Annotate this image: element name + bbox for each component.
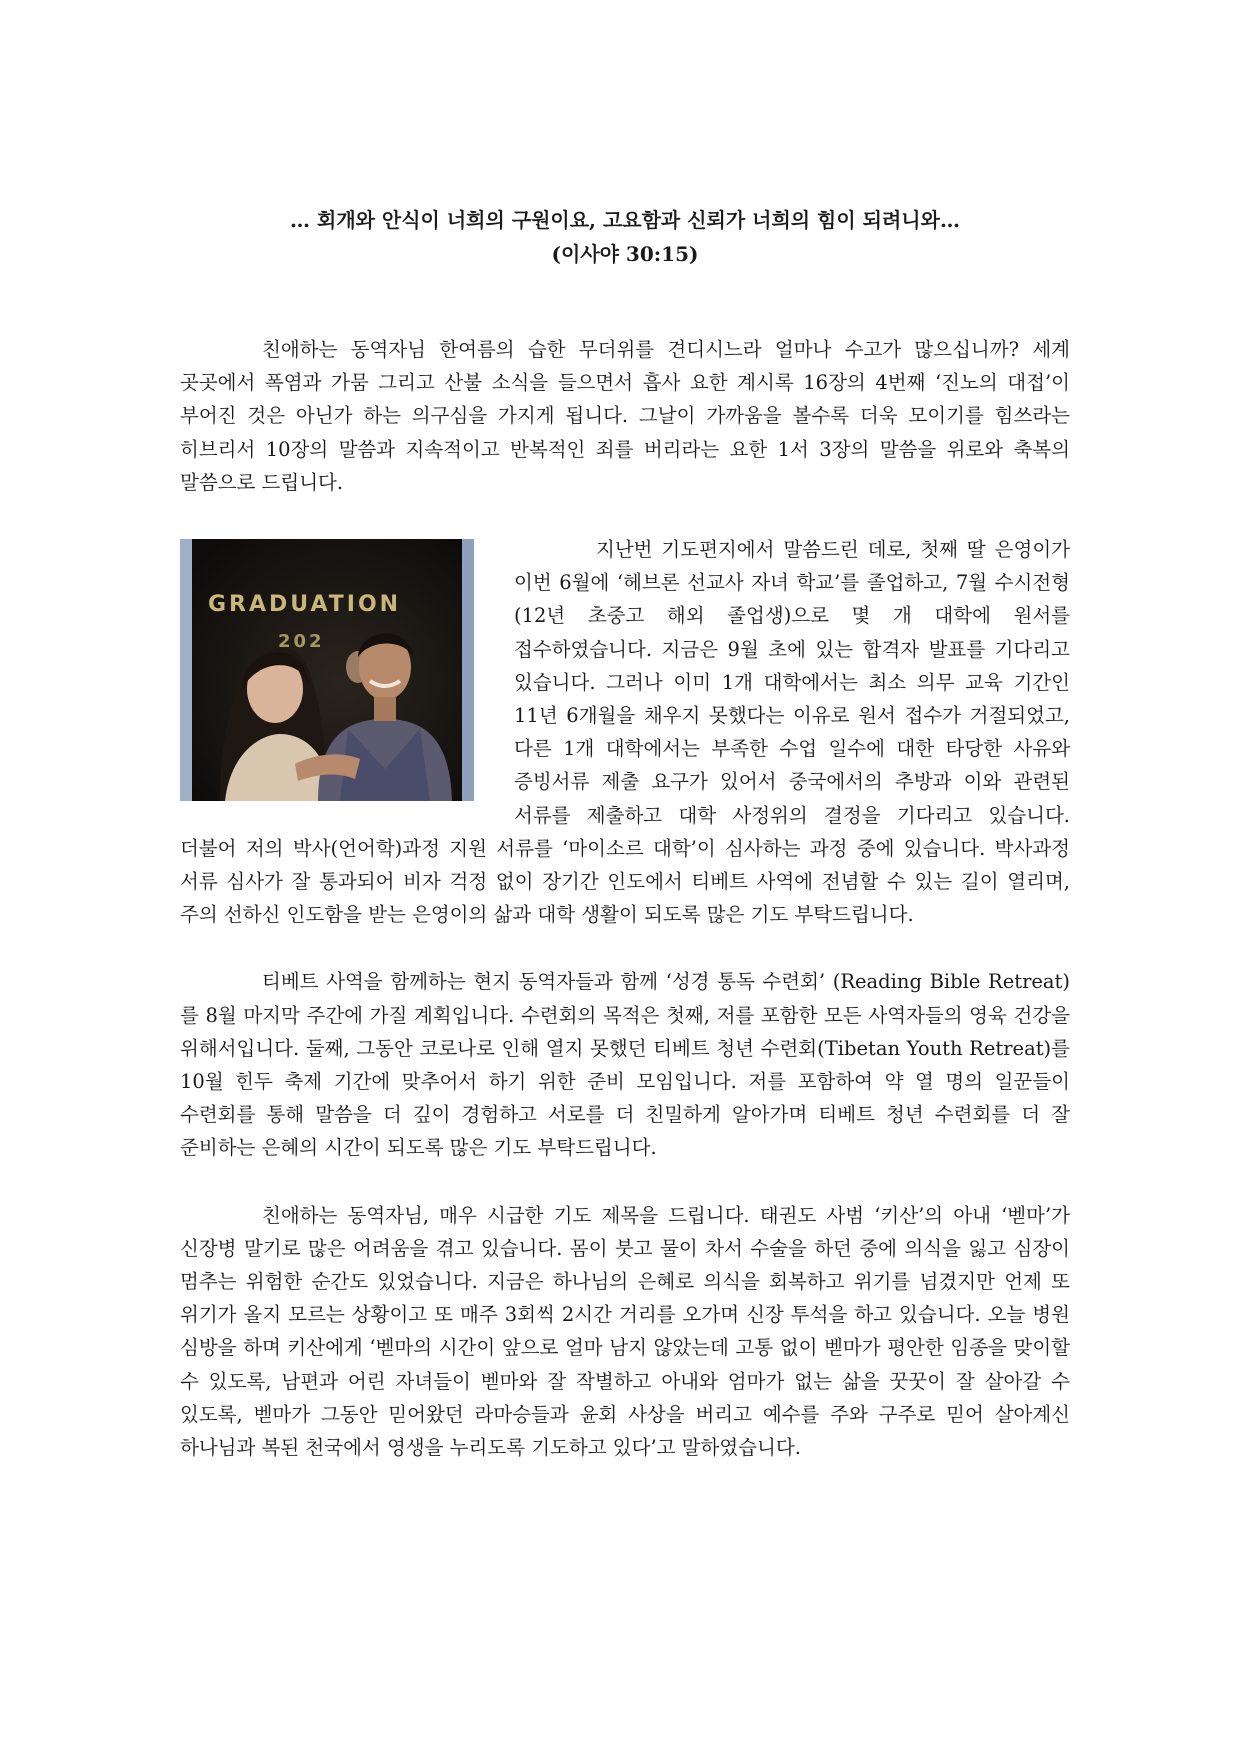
epigraph	[180, 203, 1070, 271]
sign-text-partial: 202	[278, 631, 325, 653]
epigraph-verse: … 회개와 안식이 너희의 구원이요, 고요함과 신뢰가 너희의 힘이 되려니와…	[290, 208, 960, 232]
paragraph-daughter: 지난번 기도편지에서 말씀드린 데로, 첫째 딸 은영이가 이번 6월에 ‘헤브론 선교사 자녀 학교’를 졸업하고, 7월 수시전형(12년 초중고 해외 졸업생)으로 몇 개 대학에 원서를 접수하였습니다. 지금은 9월 초에 있는 합격자 발표를 기다리고 있습니다. 그러나 이미 1개 대학에서는 최소 의무 교육 기간인 11년 6개월을 채우지 못했다는 이유로 원서 접수가 거절되었고, 다른 1개 대학에서는 부족한 수업 일수에 대한 타당한 사유와 증빙서류 제출 요구가 있어서 중국에서의 추방과 이와 관련된 서류를 제출하고 대학 사정위의 결정을 기다리고 있습니다. 더불어 저의 박사(언어학)과정 지원 서류를 ‘마이소르 대학’이 심사하는 과정 중에 있습니다. 박사과정 서류 심사가 잘 통과되어 비자 걱정 없이 장기간 인도에서 티베트 사역에 전념할 수 있는 길이 열리며, 주의 선하신 인도함을 받는 은영이의 삶과 대학 생활이 되도록 많은 기도 부탁드립니다.	[180, 538, 1070, 927]
paragraph-retreat: 티베트 사역을 함께하는 현지 동역자들과 함께 ‘성경 통독 수련회’ (Reading Bible Retreat) 를 8월 마지막 주간에 가질 계획입니다. 수련회의 목적은 첫째, 저를 포함한 모든 사역자들의 영육 건강을 위해서입니다. 둘째, 그동안 코로나로 인해 열지 못했던 티베트 청년 수련회(Tibetan Youth Retreat)를 10월 힌두 축제 기간에 맞추어서 하기 위한 준비 모임입니다. 저를 포함하여 약 열 명의 일꾼들이 수련회를 통해 말씀을 더 깊이 경험하고 서로를 더 친밀하게 알아가며 티베트 청년 수련회를 더 잘 준비하는 은혜의 시간이 되도록 많은 기도 부탁드립니다.	[180, 970, 1070, 1160]
photo-figure	[180, 539, 494, 809]
graduation-photo	[180, 539, 474, 801]
paragraph-prayer-request: 친애하는 동역자님, 매우 시급한 기도 제목을 드립니다. 태권도 사범 ‘키산’의 아내 ‘벧마’가 신장병 말기로 많은 어려움을 겪고 있습니다. 몸이 붓고 물이 차서 수술을 하던 중에 의식을 잃고 심장이 멈추는 위험한 순간도 있었습니다. 지금은 하나님의 은혜로 의식을 회복하고 위기를 넘겼지만 언제 또 위기가 올지 모르는 상황이고 또 매주 3회씩 2시간 거리를 오가며 신장 투석을 하고 있습니다. 오늘 병원 심방을 하며 키산에게 ‘벧마의 시간이 앞으로 얼마 남지 않았는데 고통 없이 벧마가 평안한 임종을 맞이할 수 있도록, 남편과 어린 자녀들이 벧마와 잘 작별하고 아내와 엄마가 없는 삶을 꿋꿋이 잘 살아갈 수 있도록, 벧마가 그동안 믿어왔던 라마승들과 윤회 사상을 버리고 예수를 주와 구주로 믿어 살아계신 하나님과 복된 천국에서 영생을 누리도록 기도하고 있다’고 말하였습니다.	[180, 1203, 1070, 1460]
letter-body	[180, 333, 1070, 1498]
sign-text: GRADUATION	[208, 592, 402, 618]
epigraph-reference: (이사야 30:15)	[551, 242, 699, 266]
paragraph-greeting: 친애하는 동역자님 한여름의 습한 무더위를 견디시느라 얼마나 수고가 많으십니까? 세계 곳곳에서 폭염과 가뭄 그리고 산불 소식을 들으면서 흡사 요한 계시록 16장의 4번째 ‘진노의 대접’이 부어진 것은 아닌가 하는 의구심을 가지게 됩니다. 그날이 가까움을 볼수록 더욱 모이기를 힘쓰라는 히브리서 10장의 말씀과 지속적이고 반복적인 죄를 버리라는 요한 1서 3장의 말씀을 위로와 축복의 말씀으로 드립니다.	[180, 338, 1070, 494]
graduation-photo-image	[180, 539, 474, 801]
